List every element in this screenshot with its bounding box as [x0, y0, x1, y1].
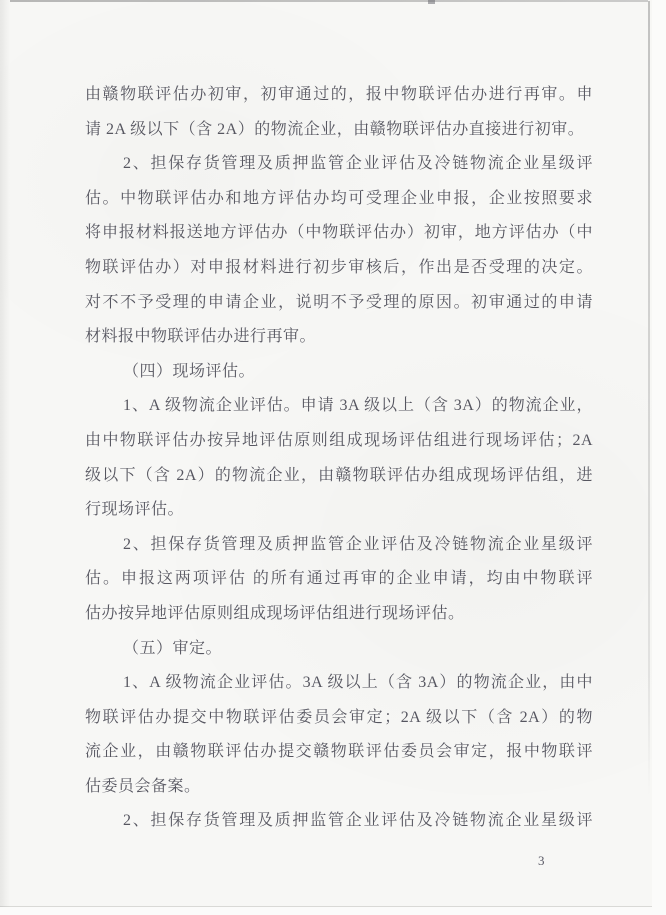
text-line: 物联评估办）对申报材料进行初步审核后，作出是否受理的决定。	[85, 258, 593, 276]
text-line: 2、担保存货管理及质押监管企业评估及冷链物流企业星级评	[123, 155, 593, 173]
text-line: 1、A 级物流企业评估。3A 级以上（含 3A）的物流企业，由中	[123, 674, 593, 692]
scan-edge-tick-mark	[428, 0, 435, 4]
text-line: （五）审定。	[123, 639, 223, 657]
text-line: 2、担保存货管理及质押监管企业评估及冷链物流企业星级评	[123, 812, 593, 830]
text-line: 1、A 级物流企业评估。申请 3A 级以上（含 3A）的物流企业，	[123, 397, 593, 415]
scan-edge-right-line	[648, 1, 650, 796]
text-line: 级以下（含 2A）的物流企业，由赣物联评估办组成现场评估组，进	[85, 466, 593, 484]
document-text	[85, 78, 593, 839]
text-line: 将申报材料报送地方评估办（中物联评估办）初审，地方评估办（中	[85, 224, 593, 242]
scan-edge-left-shadow	[0, 0, 10, 907]
text-line: 估委员会备案。	[85, 777, 201, 795]
text-line: 对不不予受理的申请企业，说明不予受理的原因。初审通过的申请	[85, 293, 593, 311]
text-line: 物联评估办提交中物联评估委员会审定；2A 级以下（含 2A）的物	[85, 708, 593, 726]
scan-edge-top-line	[10, 0, 648, 2]
text-line: 由赣物联评估办初审，初审通过的，报中物联评估办进行再审。申	[85, 86, 593, 103]
text-line: 2、担保存货管理及质押监管企业评估及冷链物流企业星级评	[123, 535, 593, 553]
text-line: 材料报中物联评估办进行再审。	[85, 328, 317, 346]
text-line: （四）现场评估。	[123, 362, 256, 380]
text-line: 估。中物联评估办和地方评估办均可受理企业申报，企业按照要求	[85, 189, 593, 207]
page-number: 3	[538, 853, 545, 868]
text-line: 请 2A 级以下（含 2A）的物流企业，由赣物联评估办直接进行初审。	[85, 120, 585, 138]
text-line: 由中物联评估办按异地评估原则组成现场评估组进行现场评估；2A	[85, 431, 593, 449]
text-line: 估办按异地评估原则组成现场评估组进行现场评估。	[85, 604, 465, 622]
text-line: 行现场评估。	[85, 501, 185, 519]
text-line: 估。申报这两项评估 的所有通过再审的企业申请，均由中物联评	[85, 570, 593, 588]
scan-edge-bottom-line	[0, 906, 652, 907]
text-line: 流企业，由赣物联评估办提交赣物联评估委员会审定，报中物联评	[85, 743, 593, 761]
